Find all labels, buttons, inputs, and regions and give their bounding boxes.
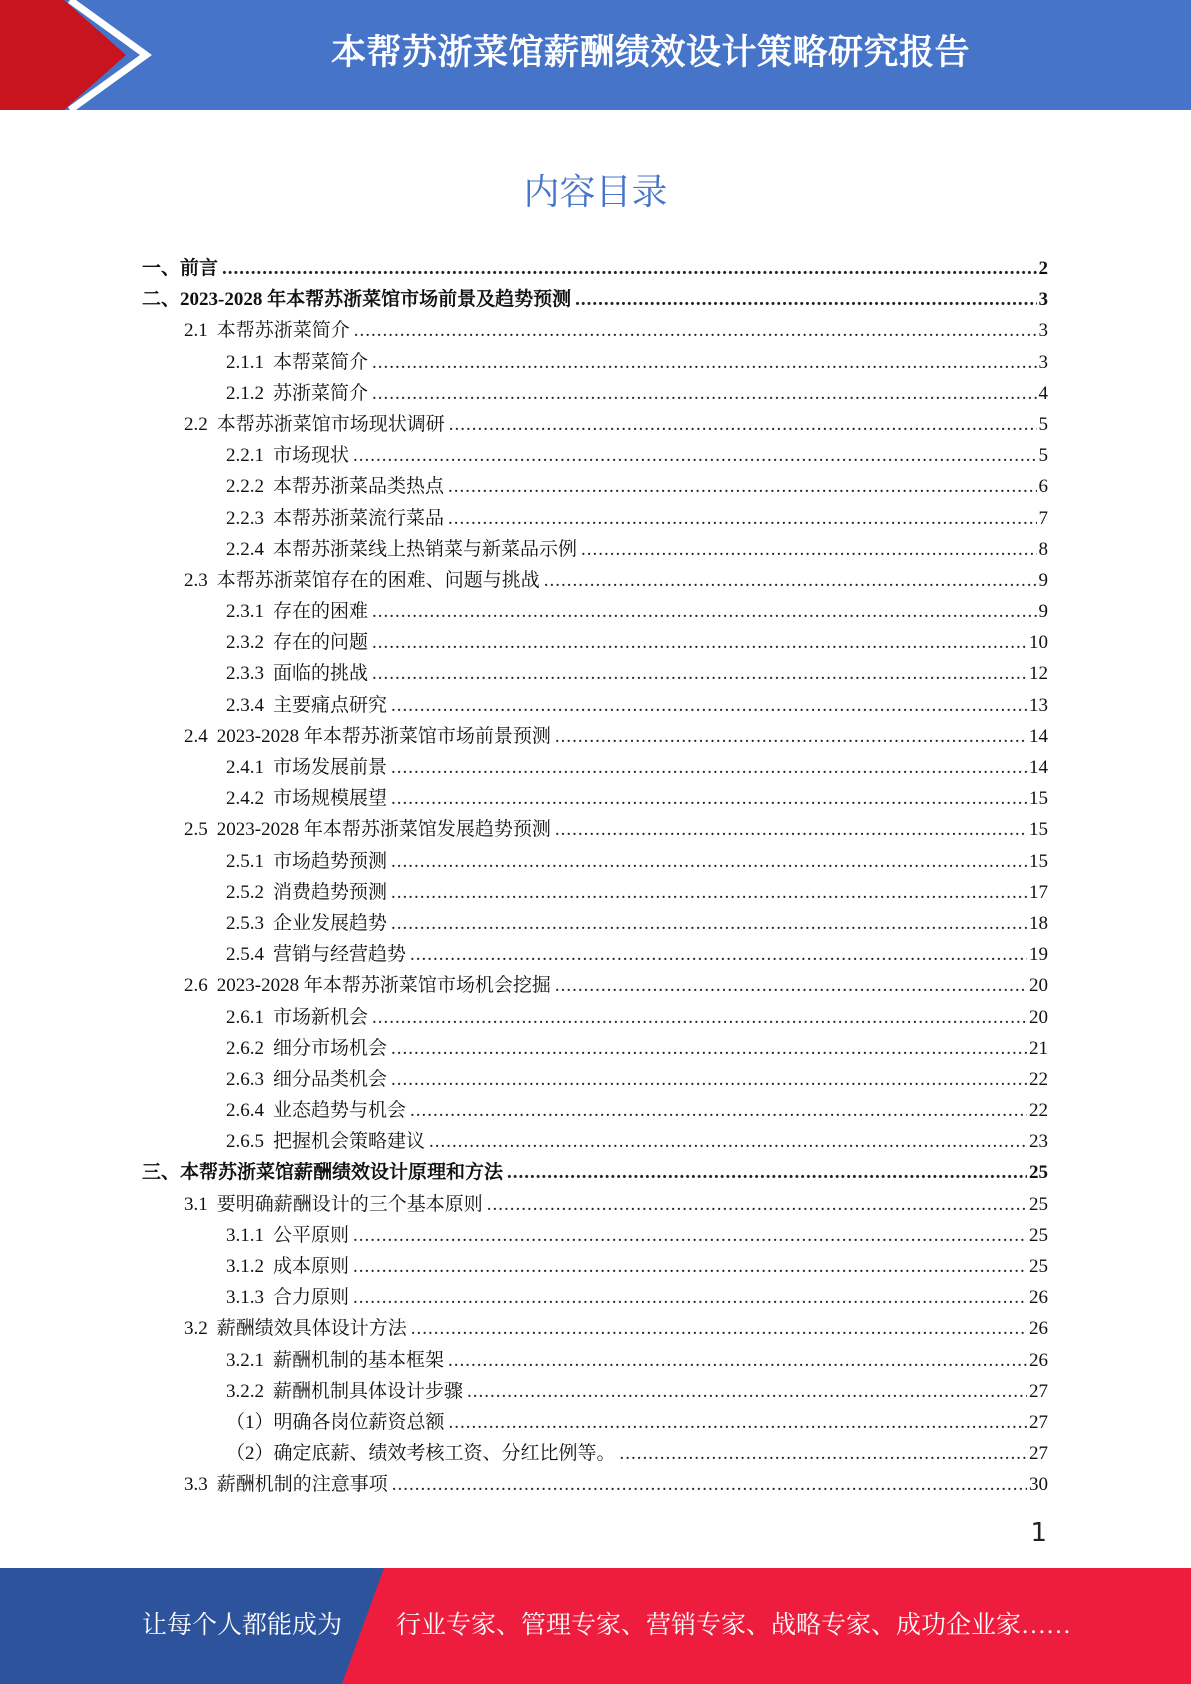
toc-entry-label xyxy=(184,814,551,845)
header-banner xyxy=(0,0,1191,110)
toc-entry-page: 26 xyxy=(1029,1287,1048,1309)
toc-entry[interactable] xyxy=(142,1002,1048,1033)
toc-entry-number: 2.5.3 xyxy=(226,912,264,934)
toc-dot-leader xyxy=(372,347,1036,378)
toc-dot-leader xyxy=(391,690,1027,721)
toc-entry-page: 25 xyxy=(1029,1193,1048,1215)
toc-entry-page: 18 xyxy=(1029,912,1048,934)
toc-entry-page: 4 xyxy=(1038,382,1048,404)
toc-dot-leader xyxy=(391,908,1027,939)
toc-dot-leader xyxy=(448,503,1036,534)
toc-entry[interactable] xyxy=(142,1220,1048,1251)
toc-entry-label xyxy=(184,315,350,346)
toc-entry-label xyxy=(226,1438,616,1469)
toc-entry-page: 30 xyxy=(1029,1474,1048,1496)
toc-entry-text: 薪酬机制的基本框架 xyxy=(273,1349,445,1371)
toc-dot-leader xyxy=(507,1157,1027,1188)
toc-entry-page: 15 xyxy=(1029,850,1048,872)
toc-entry-number: 2.1.1 xyxy=(226,351,264,373)
toc-entry-page: 26 xyxy=(1029,1318,1048,1340)
toc-entry-label xyxy=(226,1376,463,1407)
toc-entry[interactable] xyxy=(142,1376,1048,1407)
toc-entry-page: 9 xyxy=(1038,601,1048,623)
toc-heading: 内容目录 xyxy=(523,172,668,213)
toc-entry-number: 2.5.4 xyxy=(226,944,264,966)
toc-dot-leader xyxy=(555,970,1027,1001)
toc-entry-text: 本帮苏浙菜馆存在的困难、问题与挑战 xyxy=(216,569,540,591)
toc-entry-label xyxy=(184,970,551,1001)
toc-entry-text: 薪酬机制的注意事项 xyxy=(216,1474,388,1496)
toc-entry[interactable] xyxy=(142,253,1048,284)
toc-entry-text: 要明确薪酬设计的三个基本原则 xyxy=(216,1193,483,1215)
toc-entry-page: 25 xyxy=(1029,1224,1048,1246)
toc-entry-page: 20 xyxy=(1029,975,1048,997)
toc-dot-leader xyxy=(581,534,1036,565)
toc-entry-text: 存在的困难 xyxy=(273,601,369,623)
toc-dot-leader xyxy=(372,658,1027,689)
toc-entry-label xyxy=(226,627,368,658)
toc-entry-page: 25 xyxy=(1029,1256,1048,1277)
toc-entry-number: 2.1 xyxy=(184,320,208,342)
toc-entry[interactable] xyxy=(142,939,1048,970)
toc-entry[interactable] xyxy=(142,627,1048,658)
toc-entry-number: 3.2 xyxy=(184,1318,208,1340)
toc-entry-page: 3 xyxy=(1038,289,1048,311)
toc-entry-label xyxy=(226,378,368,409)
toc-entry-text: 本帮苏浙菜流行菜品 xyxy=(273,507,445,529)
toc-entry[interactable] xyxy=(142,1157,1048,1188)
toc-dot-leader xyxy=(353,440,1036,471)
toc-dot-leader xyxy=(448,1345,1027,1376)
toc-entry[interactable] xyxy=(142,721,1048,752)
toc-entry-text: 本帮苏浙菜馆薪酬绩效设计原理和方法 xyxy=(180,1162,504,1184)
toc-entry[interactable] xyxy=(142,471,1048,502)
toc-entry-number: 3.1.3 xyxy=(226,1287,264,1309)
toc-entry-text: 成本原则 xyxy=(273,1256,350,1277)
toc-entry-number: 2.6.5 xyxy=(226,1131,264,1153)
toc-entry-number: （2） xyxy=(226,1443,274,1465)
toc-entry-label xyxy=(226,752,387,783)
chevron-arrow-icon xyxy=(0,0,160,110)
toc-entry-text: 业态趋势与机会 xyxy=(273,1100,407,1122)
toc-entry[interactable] xyxy=(142,752,1048,783)
toc-entry-page: 19 xyxy=(1029,944,1048,966)
toc-dot-leader xyxy=(448,471,1036,502)
toc-entry-page: 25 xyxy=(1029,1162,1048,1184)
toc-entry-page: 23 xyxy=(1029,1131,1048,1153)
toc-entry[interactable] xyxy=(142,658,1048,689)
toc-entry-number: 2.3.2 xyxy=(226,632,264,654)
toc-entry[interactable] xyxy=(142,534,1048,565)
toc-dot-leader xyxy=(391,846,1027,877)
toc-entry[interactable] xyxy=(142,970,1048,1001)
toc-entry-number: 2.5 xyxy=(184,819,208,841)
toc-entry[interactable] xyxy=(142,440,1048,471)
toc-entry-label xyxy=(226,1126,425,1157)
toc-entry-page: 10 xyxy=(1029,632,1048,654)
toc-entry-number: 3.1.1 xyxy=(226,1224,264,1246)
toc-entry-number: 2.2.1 xyxy=(226,445,264,467)
toc-dot-leader xyxy=(372,378,1036,409)
toc-dot-leader xyxy=(410,1095,1027,1126)
toc-entry[interactable] xyxy=(142,1469,1048,1500)
toc-entry-label xyxy=(226,939,406,970)
footer-slogan-right: 行业专家、管理专家、营销专家、战略专家、成功企业家…… xyxy=(396,1612,1072,1639)
toc-entry-page: 5 xyxy=(1038,445,1048,467)
toc-dot-leader xyxy=(391,752,1027,783)
toc-entry-number: 2.3 xyxy=(184,569,208,591)
toc-entry[interactable] xyxy=(142,1282,1048,1313)
toc-entry-label xyxy=(142,253,218,284)
toc-entry-text: 市场规模展望 xyxy=(273,788,388,810)
toc-entry-page: 17 xyxy=(1029,881,1048,903)
toc-entry-number: 3.3 xyxy=(184,1474,208,1496)
toc-entry-text: 面临的挑战 xyxy=(273,663,369,685)
toc-dot-leader xyxy=(429,1126,1027,1157)
toc-dot-leader xyxy=(392,1469,1027,1500)
toc-entry-text: 前言 xyxy=(180,258,219,279)
toc-entry-label xyxy=(184,1189,483,1220)
toc-entry-label xyxy=(226,1407,445,1438)
toc-entry[interactable] xyxy=(142,378,1048,409)
toc-dot-leader xyxy=(353,1220,1027,1251)
toc-entry-page: 8 xyxy=(1038,538,1048,560)
toc-dot-leader xyxy=(391,783,1027,814)
toc-entry-label xyxy=(226,846,387,877)
toc-entry-label xyxy=(184,409,445,440)
toc-entry[interactable] xyxy=(142,690,1048,721)
toc-entry-text: 明确各岗位薪资总额 xyxy=(273,1411,445,1433)
toc-entry-text: 本帮苏浙菜线上热销菜与新菜品示例 xyxy=(273,538,578,560)
toc-entry-label xyxy=(226,1095,406,1126)
toc-entry-page: 12 xyxy=(1029,663,1048,685)
toc-entry-number: 2.5.2 xyxy=(226,881,264,903)
toc-entry-number: 2.6.2 xyxy=(226,1037,264,1059)
toc-entry-text: 市场新机会 xyxy=(273,1006,369,1028)
toc-entry-label xyxy=(226,1251,349,1282)
toc-entry-number: 3.2.2 xyxy=(226,1380,264,1402)
toc-dot-leader xyxy=(467,1376,1027,1407)
toc-entry-text: 公平原则 xyxy=(273,1224,350,1246)
toc-entry-label xyxy=(226,1345,444,1376)
toc-entry[interactable] xyxy=(142,347,1048,378)
toc-entry-number: 2.2.2 xyxy=(226,476,264,498)
toc-entry-page: 15 xyxy=(1029,788,1048,810)
toc-entry-text: 薪酬绩效具体设计方法 xyxy=(216,1318,407,1340)
toc-entry-text: 本帮苏浙菜简介 xyxy=(216,320,350,342)
toc-entry-number: 2.6.1 xyxy=(226,1006,264,1028)
toc-entry-page: 20 xyxy=(1029,1006,1048,1028)
toc-entry-text: 细分品类机会 xyxy=(273,1068,388,1090)
toc-entry-text: 苏浙菜简介 xyxy=(273,382,369,404)
toc-entry-number: 2.6.4 xyxy=(226,1100,264,1122)
toc-entry-label xyxy=(184,565,540,596)
toc-entry[interactable] xyxy=(142,783,1048,814)
toc-entry-page: 3 xyxy=(1038,320,1048,342)
toc-entry-page: 22 xyxy=(1029,1100,1048,1122)
toc-entry-page: 27 xyxy=(1029,1443,1048,1465)
toc-entry-text: 营销与经营趋势 xyxy=(273,944,407,966)
toc-entry-page: 14 xyxy=(1029,757,1048,778)
toc-entry-text: 确定底薪、绩效考核工资、分红比例等。 xyxy=(273,1443,616,1465)
toc-entry-number: 2.4 xyxy=(184,725,208,747)
toc-entry-page: 5 xyxy=(1038,413,1048,435)
toc-entry-label xyxy=(226,534,577,565)
toc-entry-label xyxy=(226,1064,387,1095)
toc-entry-text: 本帮苏浙菜品类热点 xyxy=(273,476,445,498)
toc-entry-label xyxy=(226,908,387,939)
toc-entry-label xyxy=(226,1033,387,1064)
toc-entry-number: 2.4.2 xyxy=(226,788,264,810)
toc-entry-number: 2.3.3 xyxy=(226,663,264,685)
toc-dot-leader xyxy=(555,814,1027,845)
toc-entry-label xyxy=(226,1220,349,1251)
toc-entry-label xyxy=(226,658,368,689)
toc-dot-leader xyxy=(620,1438,1027,1469)
toc-entry[interactable] xyxy=(142,1438,1048,1469)
toc-entry-text: 主要痛点研究 xyxy=(273,694,388,716)
toc-entry[interactable] xyxy=(142,596,1048,627)
toc-dot-leader xyxy=(354,315,1037,346)
toc-entry[interactable] xyxy=(142,877,1048,908)
toc-dot-leader xyxy=(575,284,1036,315)
toc-entry-page: 3 xyxy=(1038,351,1048,373)
toc-dot-leader xyxy=(410,939,1027,970)
toc-dot-leader xyxy=(372,596,1036,627)
table-of-contents xyxy=(142,253,1048,1501)
toc-entry[interactable] xyxy=(142,1033,1048,1064)
toc-entry-number: 三、 xyxy=(142,1162,181,1184)
toc-entry-number: 二、 xyxy=(142,289,181,311)
toc-entry-page: 22 xyxy=(1029,1068,1048,1090)
footer-slogan-left: 让每个人都能成为 xyxy=(142,1612,343,1639)
toc-entry-text: 细分市场机会 xyxy=(273,1037,388,1059)
toc-entry-number: 2.2 xyxy=(184,413,208,435)
toc-dot-leader xyxy=(555,721,1027,752)
toc-entry[interactable] xyxy=(142,1251,1048,1282)
toc-entry-text: 2023-2028 年本帮苏浙菜馆市场前景预测 xyxy=(216,725,551,747)
toc-entry-number: （1） xyxy=(226,1411,274,1433)
toc-dot-leader xyxy=(222,253,1036,284)
toc-entry-text: 2023-2028 年本帮苏浙菜馆市场前景及趋势预测 xyxy=(180,289,572,311)
toc-entry-text: 存在的问题 xyxy=(273,632,369,654)
toc-entry-text: 本帮菜简介 xyxy=(273,351,369,373)
toc-entry[interactable] xyxy=(142,1407,1048,1438)
toc-entry[interactable] xyxy=(142,565,1048,596)
toc-dot-leader xyxy=(544,565,1037,596)
toc-entry[interactable] xyxy=(142,908,1048,939)
page-number: 1 xyxy=(1030,1518,1047,1548)
toc-dot-leader xyxy=(353,1282,1027,1313)
toc-entry-number: 2.5.1 xyxy=(226,850,264,872)
toc-entry[interactable] xyxy=(142,1313,1048,1344)
toc-entry-number: 2.3.4 xyxy=(226,694,264,716)
toc-entry-text: 市场发展前景 xyxy=(273,757,388,778)
toc-entry[interactable] xyxy=(142,846,1048,877)
toc-entry-page: 2 xyxy=(1038,258,1048,279)
toc-dot-leader xyxy=(487,1189,1027,1220)
toc-entry-label xyxy=(226,783,387,814)
toc-entry-number: 3.2.1 xyxy=(226,1349,264,1371)
toc-entry-label xyxy=(226,440,349,471)
toc-entry-number: 2.2.3 xyxy=(226,507,264,529)
toc-entry-label xyxy=(184,1469,388,1500)
toc-entry-page: 13 xyxy=(1029,694,1048,716)
toc-entry-label xyxy=(226,690,387,721)
toc-entry-page: 15 xyxy=(1029,819,1048,841)
toc-entry-label xyxy=(226,1282,349,1313)
toc-entry-text: 企业发展趋势 xyxy=(273,912,388,934)
toc-entry-number: 3.1.2 xyxy=(226,1256,264,1277)
report-title: 本帮苏浙菜馆薪酬绩效设计策略研究报告 xyxy=(330,33,970,73)
toc-entry-label xyxy=(226,877,387,908)
toc-entry[interactable] xyxy=(142,814,1048,845)
toc-entry-page: 27 xyxy=(1029,1411,1048,1433)
toc-entry-text: 消费趋势预测 xyxy=(273,881,388,903)
toc-entry-label xyxy=(226,471,444,502)
toc-dot-leader xyxy=(372,1002,1027,1033)
toc-entry-label xyxy=(184,721,551,752)
toc-entry-number: 一、 xyxy=(142,258,181,279)
toc-dot-leader xyxy=(391,1064,1027,1095)
toc-dot-leader xyxy=(391,1033,1027,1064)
toc-entry-page: 27 xyxy=(1029,1380,1048,1402)
toc-entry-label xyxy=(226,503,444,534)
toc-entry-label xyxy=(184,1313,407,1344)
toc-entry-label xyxy=(226,596,368,627)
toc-entry-number: 2.3.1 xyxy=(226,601,264,623)
toc-entry[interactable] xyxy=(142,1345,1048,1376)
toc-entry-page: 26 xyxy=(1029,1349,1048,1371)
toc-entry-page: 21 xyxy=(1029,1037,1048,1059)
toc-entry[interactable] xyxy=(142,284,1048,315)
toc-entry-text: 2023-2028 年本帮苏浙菜馆市场机会挖掘 xyxy=(216,975,551,997)
toc-entry-page: 6 xyxy=(1038,476,1048,498)
toc-dot-leader xyxy=(353,1251,1027,1282)
toc-entry-text: 2023-2028 年本帮苏浙菜馆发展趋势预测 xyxy=(216,819,551,841)
toc-entry[interactable] xyxy=(142,1095,1048,1126)
toc-entry-page: 14 xyxy=(1029,725,1048,747)
footer-banner xyxy=(0,1568,1191,1684)
toc-entry[interactable] xyxy=(142,1189,1048,1220)
toc-entry[interactable] xyxy=(142,315,1048,346)
toc-dot-leader xyxy=(372,627,1027,658)
toc-entry-text: 合力原则 xyxy=(273,1287,350,1309)
toc-entry-page: 7 xyxy=(1038,507,1048,529)
toc-dot-leader xyxy=(449,1407,1027,1438)
toc-entry-label xyxy=(142,284,571,315)
toc-entry-text: 市场现状 xyxy=(273,445,350,467)
toc-entry-text: 本帮苏浙菜馆市场现状调研 xyxy=(216,413,445,435)
toc-entry[interactable] xyxy=(142,503,1048,534)
toc-entry-number: 2.6 xyxy=(184,975,208,997)
toc-entry-label xyxy=(226,347,368,378)
toc-entry-number: 2.1.2 xyxy=(226,382,264,404)
toc-entry-page: 9 xyxy=(1038,569,1048,591)
toc-dot-leader xyxy=(391,877,1027,908)
toc-entry[interactable] xyxy=(142,1064,1048,1095)
toc-entry-number: 2.6.3 xyxy=(226,1068,264,1090)
toc-entry-text: 薪酬机制具体设计步骤 xyxy=(273,1380,464,1402)
toc-entry-number: 2.4.1 xyxy=(226,757,264,778)
toc-entry-label xyxy=(226,1002,368,1033)
toc-entry-text: 市场趋势预测 xyxy=(273,850,388,872)
toc-entry[interactable] xyxy=(142,1126,1048,1157)
toc-entry-label xyxy=(142,1157,503,1188)
toc-dot-leader xyxy=(411,1313,1027,1344)
toc-entry[interactable] xyxy=(142,409,1048,440)
toc-entry-number: 2.2.4 xyxy=(226,538,264,560)
toc-dot-leader xyxy=(449,409,1037,440)
toc-entry-text: 把握机会策略建议 xyxy=(273,1131,426,1153)
toc-entry-number: 3.1 xyxy=(184,1193,208,1215)
